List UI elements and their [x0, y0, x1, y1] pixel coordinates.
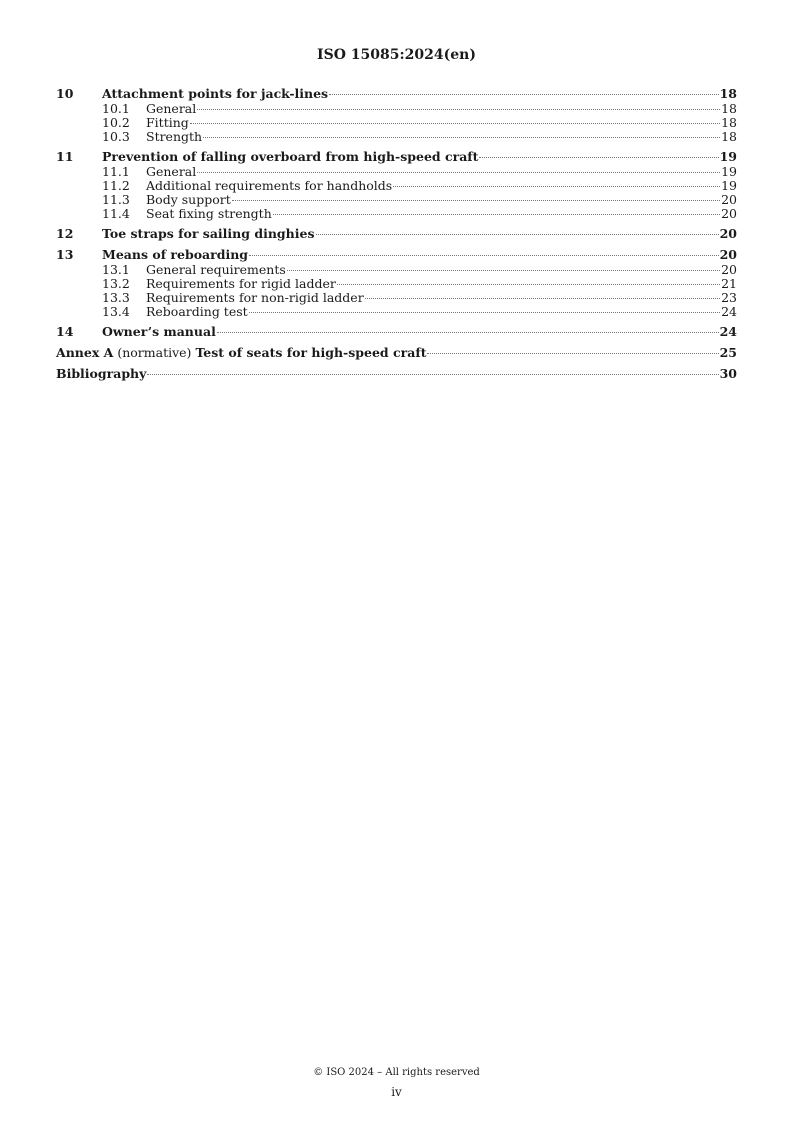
toc-entry-number: 12	[56, 226, 74, 241]
toc-subentry-title: General requirements	[146, 262, 286, 277]
toc-subentry-page: 18	[721, 129, 737, 144]
toc-subentry-title: Requirements for rigid ladder	[146, 276, 336, 291]
dot-leader	[203, 137, 720, 138]
toc-subentry-page: 24	[721, 304, 737, 319]
toc-entry-title: Means of reboarding	[102, 247, 249, 262]
toc-entry-title: Owner’s manual	[102, 324, 216, 339]
toc-subentry-number: 11.1	[102, 164, 130, 179]
toc-subentry-title: Seat fixing strength	[146, 206, 272, 221]
toc-subentry-page: 20	[721, 262, 737, 277]
toc-subentry-page: 18	[721, 115, 737, 130]
toc-subentry-number: 13.2	[102, 276, 130, 291]
toc-subentry-13-4[interactable]	[56, 305, 737, 319]
toc-subentry-number: 13.3	[102, 290, 130, 305]
dot-leader	[197, 172, 720, 173]
bibliography-page: 30	[719, 366, 737, 381]
dot-leader	[393, 186, 720, 187]
toc-subentry-11-4[interactable]	[56, 207, 737, 221]
toc-entry-page: 19	[719, 149, 737, 164]
toc-subentry-10-1[interactable]	[56, 102, 737, 116]
dot-leader	[479, 157, 718, 158]
toc-subentry-number: 13.1	[102, 262, 130, 277]
toc-subentry-page: 20	[721, 206, 737, 221]
toc-entry-annex-a[interactable]	[56, 345, 737, 361]
toc-subentry-13-1[interactable]	[56, 263, 737, 277]
toc-subentry-title: Strength	[146, 129, 203, 144]
toc-subentry-13-2[interactable]	[56, 277, 737, 291]
toc-subentry-page: 23	[721, 290, 737, 305]
toc-subentry-title: Reboarding test	[146, 304, 248, 319]
toc-subentry-number: 10.1	[102, 101, 130, 116]
toc-entry-page: 18	[719, 86, 737, 101]
dot-leader	[316, 234, 719, 235]
toc-subentry-page: 19	[721, 178, 737, 193]
toc-subentry-page: 20	[721, 192, 737, 207]
toc-subentry-title: Requirements for non-rigid ladder	[146, 290, 364, 305]
toc-subentry-11-3[interactable]	[56, 193, 737, 207]
dot-leader	[427, 353, 718, 354]
toc-entry-13[interactable]	[56, 247, 737, 263]
toc-entry-title: Toe straps for sailing dinghies	[102, 226, 315, 241]
dot-leader	[147, 374, 718, 375]
dot-leader	[249, 255, 719, 256]
toc-entry-12[interactable]	[56, 226, 737, 242]
dot-leader	[273, 214, 720, 215]
dot-leader	[337, 284, 720, 285]
toc-entry-11[interactable]	[56, 149, 737, 165]
toc-subentry-10-2[interactable]	[56, 116, 737, 130]
toc-subentry-number: 11.2	[102, 178, 130, 193]
toc-subentry-11-2[interactable]	[56, 179, 737, 193]
toc-subentry-13-3[interactable]	[56, 291, 737, 305]
copyright-footer: © ISO 2024 – All rights reserved	[313, 1067, 480, 1078]
toc-entry-10[interactable]	[56, 86, 737, 102]
toc-entry-14[interactable]	[56, 324, 737, 340]
toc-entry-number: 11	[56, 149, 74, 164]
dot-leader	[190, 123, 720, 124]
annex-type: (normative)	[117, 345, 192, 360]
dot-leader	[197, 109, 720, 110]
toc-subentry-page: 19	[721, 164, 737, 179]
toc-subentry-number: 10.3	[102, 129, 130, 144]
toc-entry-page: 20	[719, 247, 737, 262]
dot-leader	[249, 312, 720, 313]
toc-subentry-number: 11.3	[102, 192, 130, 207]
annex-label: Annex A	[56, 345, 114, 360]
toc-subentry-title: General	[146, 101, 197, 116]
dot-leader	[287, 270, 720, 271]
toc-subentry-page: 21	[721, 276, 737, 291]
dot-leader	[217, 332, 719, 333]
toc-entry-number: 13	[56, 247, 74, 262]
toc-entry-page: 24	[719, 324, 737, 339]
toc-entry-page: 20	[719, 226, 737, 241]
toc-subentry-number: 10.2	[102, 115, 130, 130]
toc-entry-bibliography[interactable]	[56, 366, 737, 382]
toc-entry-number: 10	[56, 86, 74, 101]
document-header: ISO 15085:2024(en)	[317, 47, 476, 63]
toc-entry-title: Attachment points for jack-lines	[102, 86, 329, 101]
toc-subentry-11-1[interactable]	[56, 165, 737, 179]
toc-subentry-page: 18	[721, 101, 737, 116]
toc-subentry-number: 13.4	[102, 304, 130, 319]
toc-subentry-title: Additional requirements for handholds	[146, 178, 393, 193]
dot-leader	[365, 298, 720, 299]
annex-title: Test of seats for high-speed craft	[195, 345, 427, 360]
toc-entry-number: 14	[56, 324, 74, 339]
table-of-contents	[56, 86, 737, 382]
toc-subentry-title: General	[146, 164, 197, 179]
page-number: iv	[391, 1085, 402, 1099]
toc-subentry-number: 11.4	[102, 206, 130, 221]
annex-page: 25	[719, 345, 737, 360]
toc-entry-title: Prevention of falling overboard from high-speed craft	[102, 149, 479, 164]
bibliography-title: Bibliography	[56, 366, 147, 381]
toc-subentry-10-3[interactable]	[56, 130, 737, 144]
dot-leader	[329, 94, 718, 95]
toc-subentry-title: Body support	[146, 192, 231, 207]
dot-leader	[232, 200, 720, 201]
toc-subentry-title: Fitting	[146, 115, 189, 130]
